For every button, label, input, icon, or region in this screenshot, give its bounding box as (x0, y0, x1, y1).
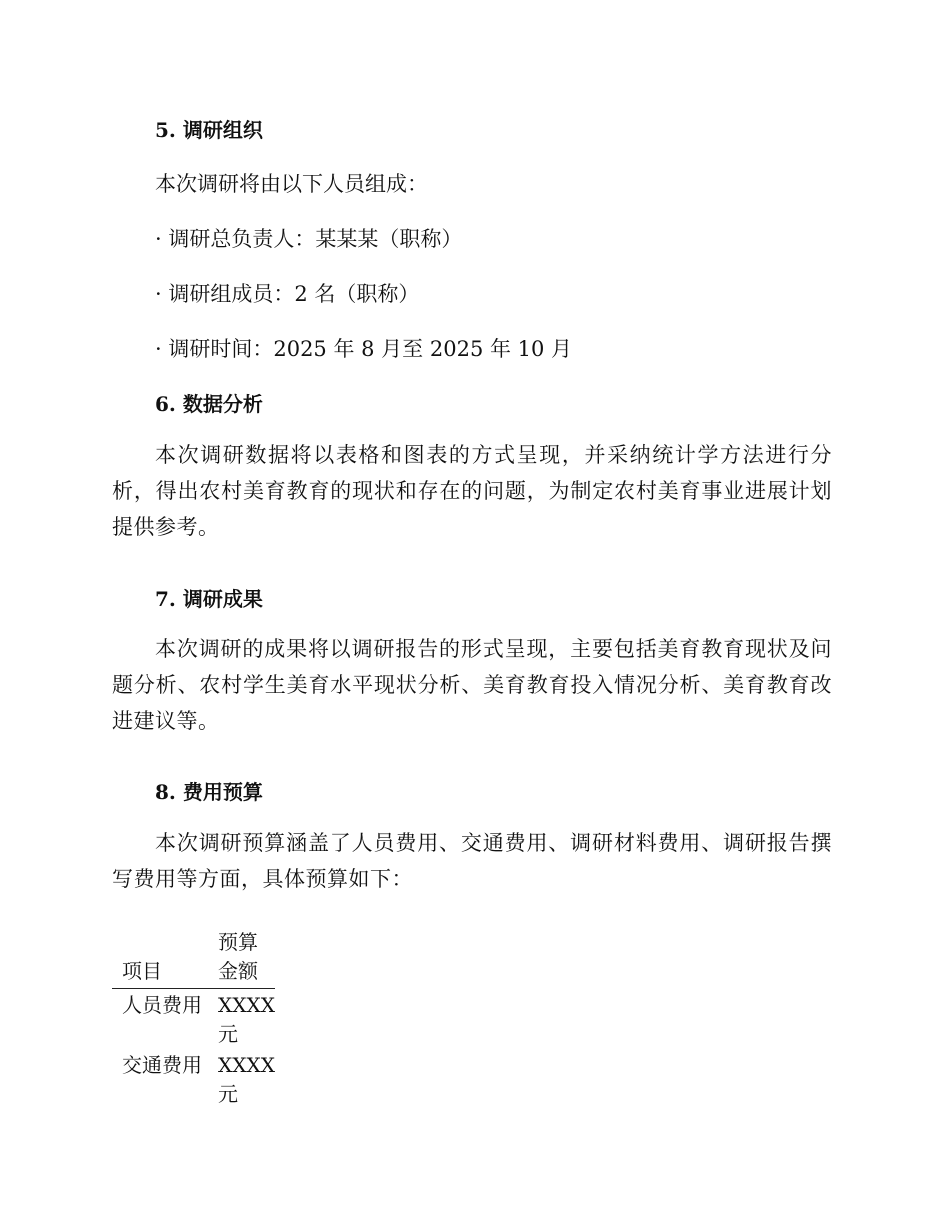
budget-table-header-row (112, 928, 275, 989)
row-amount: XXXX 元 (218, 1053, 275, 1106)
section-6-heading: 6. 数据分析 (155, 392, 263, 416)
section-8-body: 本次调研预算涵盖了人员费用、交通费用、调研材料费用、调研报告撰写费用等方面，具体预算如下： (112, 831, 832, 891)
budget-table (112, 928, 275, 1109)
section-7-heading: 7. 调研成果 (155, 587, 263, 611)
section-5-heading: 5. 调研组织 (155, 118, 263, 142)
table-row (112, 989, 275, 1050)
header-amount: 预算金额 (218, 930, 258, 983)
row-item: 交通费用 (122, 1053, 202, 1077)
table-row (112, 1049, 275, 1109)
list-item-members: · 调研组成员：2 名（职称） (155, 282, 420, 306)
section-5-intro: 本次调研将由以下人员组成： (155, 172, 428, 196)
section-6-body: 本次调研数据将以表格和图表的方式呈现，并采纳统计学方法进行分析，得出农村美育教育的现状和存在的问题，为制定农村美育事业进展计划提供参考。 (112, 443, 832, 539)
list-item-lead: · 调研总负责人：某某某（职称） (155, 227, 463, 251)
row-item: 人员费用 (122, 993, 202, 1017)
row-amount: XXXX 元 (218, 993, 275, 1046)
list-item-time: · 调研时间：2025 年 8 月至 2025 年 10 月 (155, 337, 573, 361)
section-8-heading: 8. 费用预算 (155, 780, 263, 804)
section-7-body: 本次调研的成果将以调研报告的形式呈现，主要包括美育教育现状及问题分析、农村学生美育水平现状分析、美育教育投入情况分析、美育教育改进建议等。 (112, 637, 832, 733)
header-item: 项目 (122, 959, 162, 983)
